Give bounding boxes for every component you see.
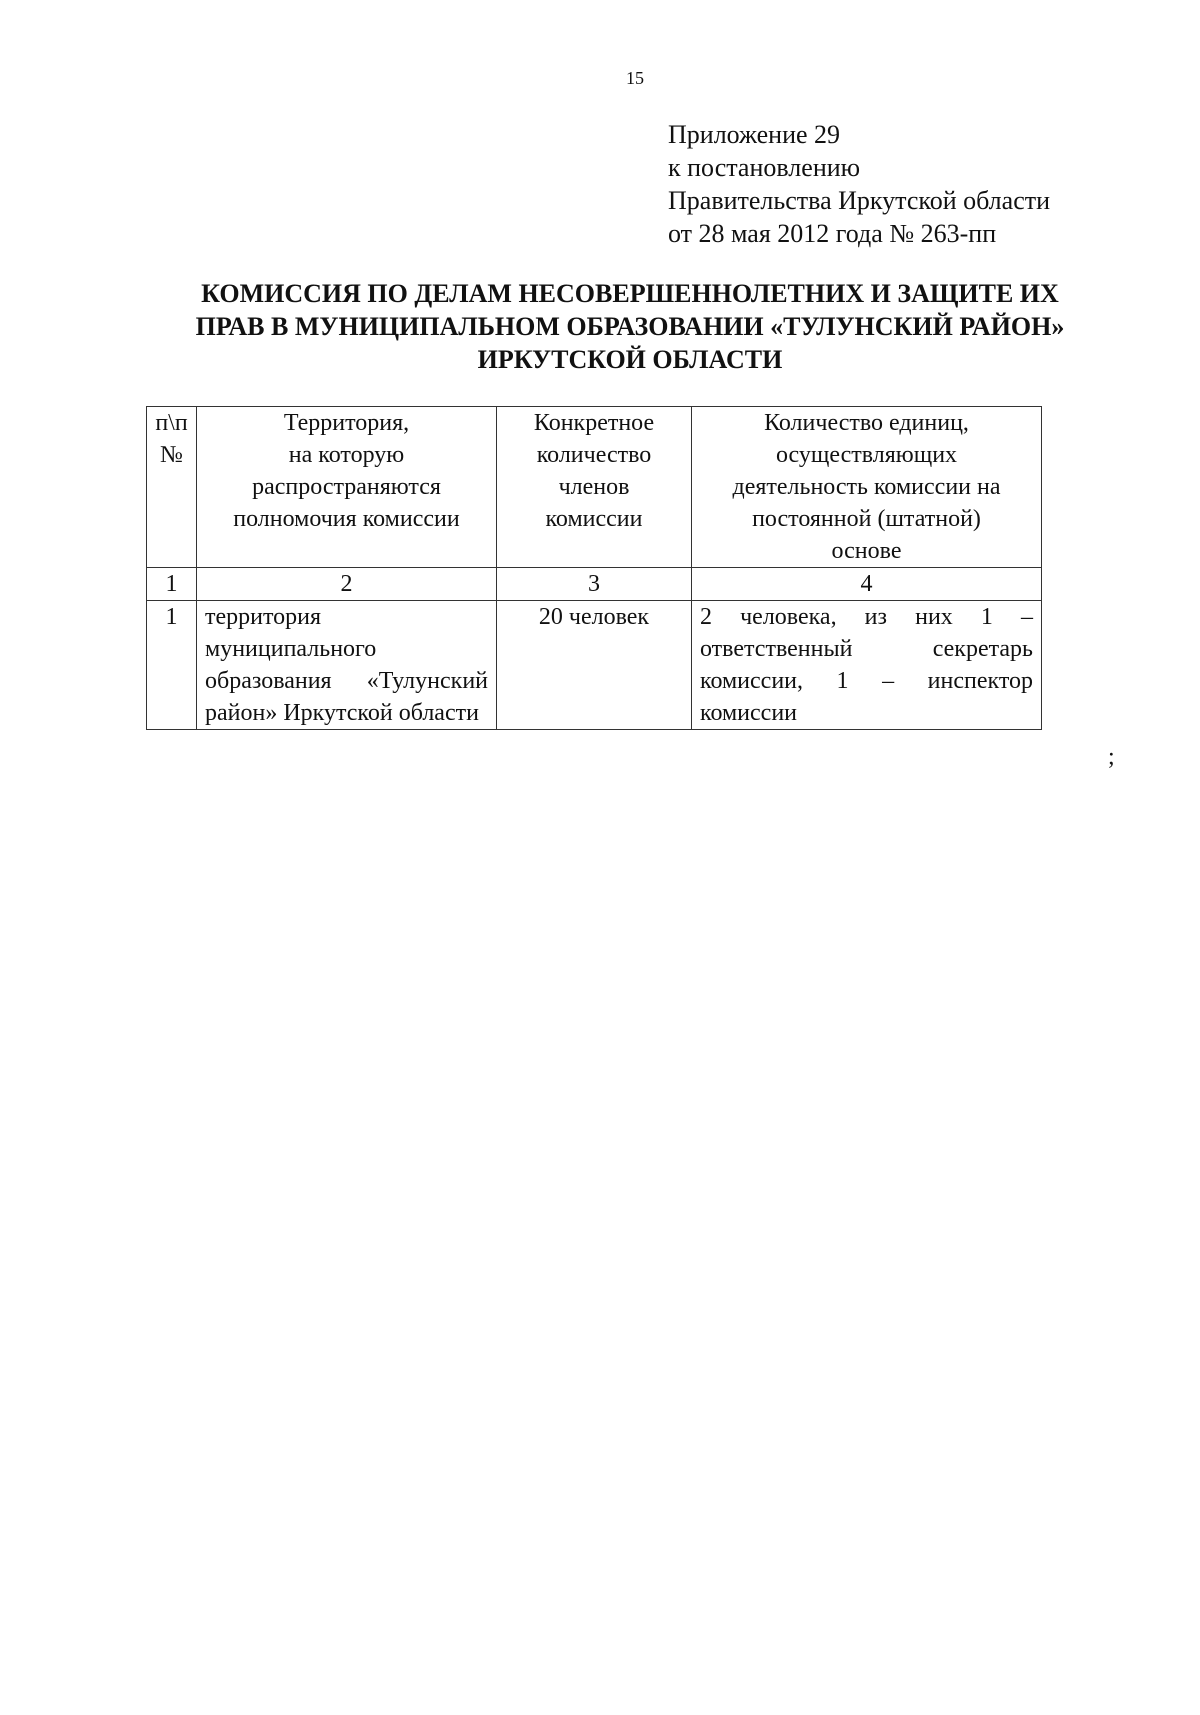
title-line: КОМИССИЯ ПО ДЕЛАМ НЕСОВЕРШЕННОЛЕТНИХ И ЗАЩИТЕ ИХ: [201, 279, 1059, 308]
header-cell-members: [497, 407, 692, 568]
commission-table: [146, 406, 1042, 730]
header-text: распространяются: [252, 474, 441, 500]
header-cell-territory: [197, 407, 497, 568]
header-text: Конкретное: [533, 410, 655, 436]
header-text: количество: [536, 442, 652, 468]
title-line: ПРАВ В МУНИЦИПАЛЬНОМ ОБРАЗОВАНИИ «ТУЛУНСКИЙ РАЙОН»: [195, 312, 1065, 341]
header-text: основе: [831, 538, 902, 564]
appendix-line: Правительства Иркутской области: [668, 186, 1051, 215]
table-header-row: [147, 407, 1042, 568]
header-text: членов: [558, 474, 630, 500]
header-text: Количество единиц,: [764, 410, 969, 436]
appendix-line: к постановлению: [668, 153, 861, 182]
column-number-row: [147, 568, 1042, 601]
staff-cell: 2 человека, из них 1 – ответственный секретарь комиссии, 1 – инспектор комиссии: [692, 601, 1042, 730]
territory-cell: территория муниципального образования «Тулунский район» Иркутской области: [197, 601, 497, 730]
column-number-cell: 1: [147, 568, 197, 601]
trailing-semicolon: ;: [1108, 744, 1115, 770]
header-text: комиссии: [545, 506, 643, 532]
table-row: [147, 601, 1042, 730]
appendix-line: от 28 мая 2012 года № 263-пп: [668, 219, 997, 248]
header-text: на которую: [288, 442, 405, 468]
appendix-block: [668, 118, 1050, 250]
title-line: ИРКУТСКОЙ ОБЛАСТИ: [477, 345, 783, 374]
header-cell-number: [147, 407, 197, 568]
column-number-cell: 4: [692, 568, 1042, 601]
header-text: №: [160, 442, 183, 468]
header-text: постоянной (штатной): [752, 506, 981, 532]
header-text: деятельность комиссии на: [732, 474, 1001, 500]
header-text: п\п: [155, 410, 188, 436]
header-text: полномочия комиссии: [233, 506, 460, 532]
row-number-cell: 1: [147, 601, 197, 730]
header-text: Территория,: [283, 410, 410, 436]
appendix-line: Приложение 29: [668, 120, 841, 149]
header-text: осуществляющих: [775, 442, 958, 468]
header-cell-staff: [692, 407, 1042, 568]
column-number-cell: 3: [497, 568, 692, 601]
page-number: 15: [626, 68, 644, 88]
members-cell: 20 человек: [497, 601, 692, 730]
document-title: [100, 277, 1160, 376]
column-number-cell: 2: [197, 568, 497, 601]
